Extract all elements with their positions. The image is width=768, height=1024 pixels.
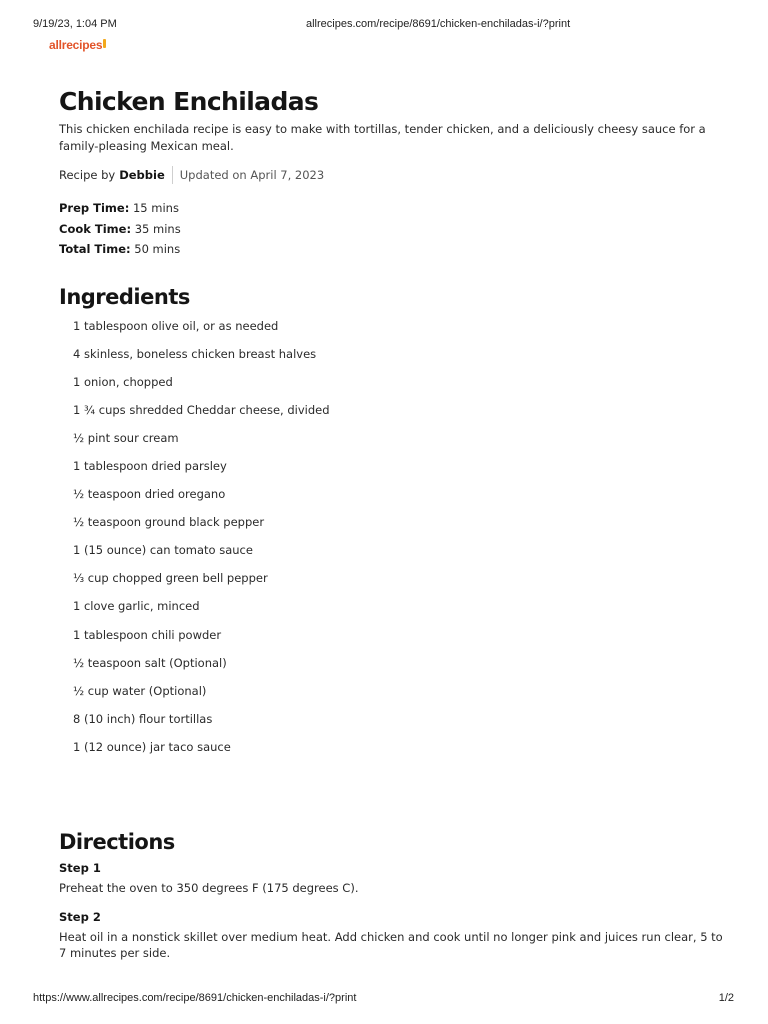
allrecipes-logo[interactable] (49, 38, 106, 52)
step-label: Step 2 (59, 909, 101, 924)
prep-time-value: 15 mins (132, 201, 179, 215)
ingredient-item: ½ pint sour cream (73, 430, 179, 445)
ingredient-item: 1 ¾ cups shredded Cheddar cheese, divided (73, 402, 330, 417)
ingredient-item: ½ cup water (Optional) (73, 683, 207, 698)
ingredient-item: 1 tablespoon olive oil, or as needed (73, 318, 279, 333)
author-link[interactable]: Debbie (119, 168, 165, 182)
ingredient-item: 1 tablespoon dried parsley (73, 458, 227, 473)
recipe-description: This chicken enchilada recipe is easy to make with tortillas, tender chicken, and a deliciously cheesy sauce for a family-pleasing Mexican meal. (59, 122, 706, 153)
chef-hat-icon (103, 39, 106, 48)
footer-url: https://www.allrecipes.com/recipe/8691/chicken-enchiladas-i/?print (33, 992, 357, 1004)
total-time-value: 50 mins (134, 242, 181, 256)
updated-date: Updated on April 7, 2023 (179, 168, 325, 182)
prep-time (59, 198, 719, 219)
cook-time-label: Cook Time: (59, 221, 132, 236)
cook-time-value: 35 mins (134, 221, 181, 236)
byline-prefix: Recipe by (59, 168, 116, 182)
ingredient-item: 1 tablespoon chili powder (73, 627, 222, 642)
prep-time-label: Prep Time: (59, 201, 130, 215)
ingredients-list (59, 318, 719, 768)
ingredient-item: 8 (10 inch) flour tortillas (73, 711, 213, 726)
logo-text: allrecipes (49, 38, 103, 52)
print-header-url: allrecipes.com/recipe/8691/chicken-enchiladas-i/?print (306, 18, 571, 30)
ingredient-item: ⅓ cup chopped green bell pepper (73, 571, 268, 586)
ingredient-item: 1 onion, chopped (73, 374, 173, 389)
step-text: Preheat the oven to 350 degrees F (175 degrees C). (59, 881, 359, 895)
ingredient-item: 1 (15 ounce) can tomato sauce (73, 543, 253, 558)
step-label: Step 1 (59, 861, 101, 875)
recipe-header (59, 86, 719, 767)
ingredient-item: ½ teaspoon dried oregano (73, 487, 226, 502)
recipe-title: Chicken Enchiladas (59, 87, 319, 116)
ingredient-item: ½ teaspoon ground black pepper (73, 515, 265, 530)
byline (59, 166, 719, 184)
direction-step (59, 909, 729, 962)
ingredient-item: 1 (12 ounce) jar taco sauce (73, 739, 231, 754)
ingredient-item: ½ teaspoon salt (Optional) (73, 655, 227, 670)
directions-heading: Directions (59, 830, 175, 854)
print-datetime: 9/19/23, 1:04 PM (33, 18, 117, 30)
total-time (59, 239, 719, 260)
page-number: 1/2 (718, 992, 734, 1004)
directions-steps (59, 860, 729, 962)
ingredient-item: 1 clove garlic, minced (73, 599, 200, 614)
total-time-label: Total Time: (59, 242, 131, 256)
recipe-times (59, 198, 719, 260)
cook-time (59, 219, 719, 240)
step-text: Heat oil in a nonstick skillet over medium heat. Add chicken and cook until no longer pink and juices run clear, 5 to 7 minutes per side. (59, 929, 723, 960)
byline-divider (172, 166, 173, 184)
ingredients-heading: Ingredients (59, 284, 190, 309)
direction-step (59, 860, 729, 897)
ingredient-item: 4 skinless, boneless chicken breast halves (73, 346, 317, 361)
